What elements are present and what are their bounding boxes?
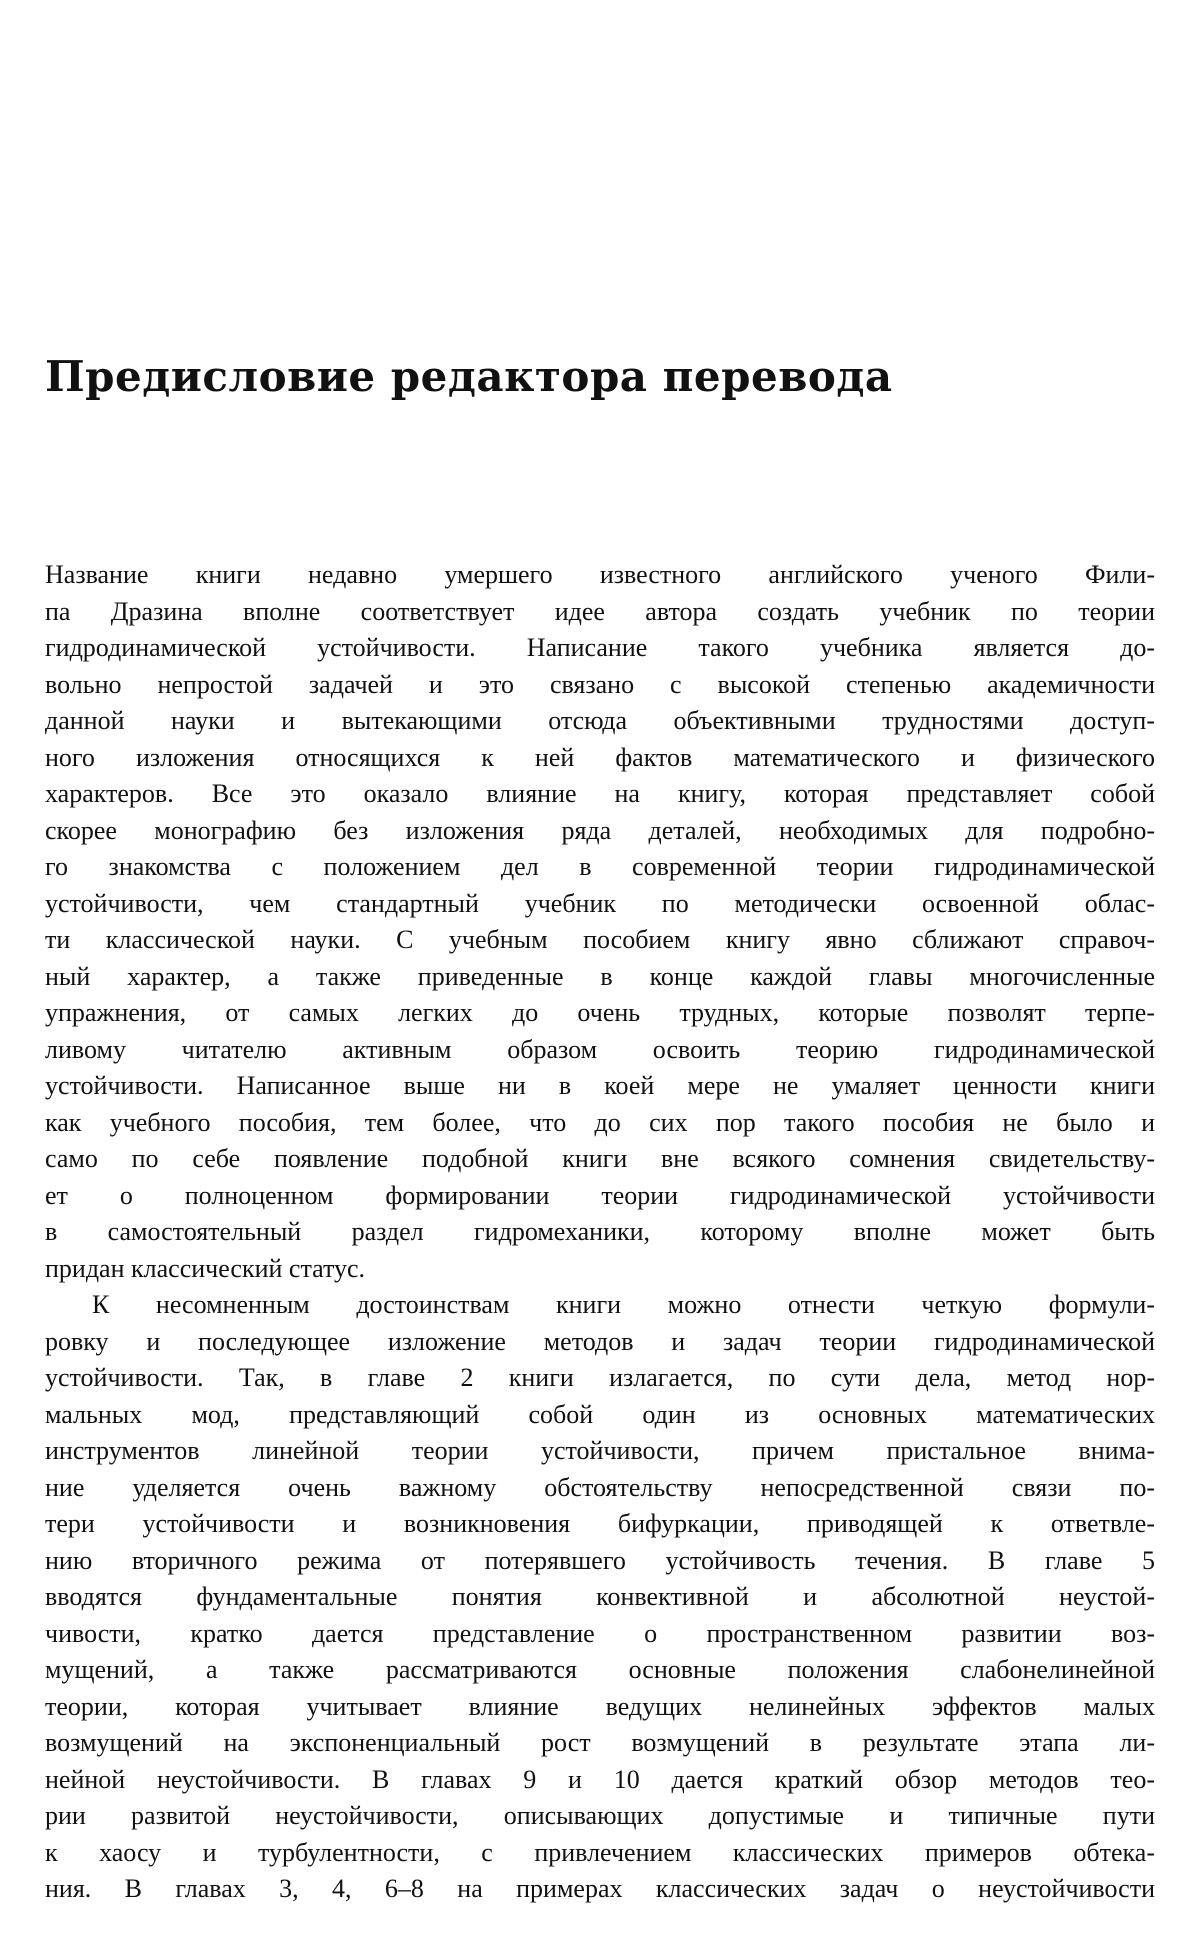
- text-line: само по себе появление подобной книги вне всякого сомнения свидетельству-: [45, 1144, 1155, 1173]
- text-line: ного изложения относящихся к ней фактов математического и физического: [45, 742, 1155, 772]
- text-line: устойчивости. Так, в главе 2 книги излагается, по сути дела, метод нор-: [45, 1363, 1155, 1392]
- text-line: характеров. Все это оказало влияние на книгу, которая представляет собой: [45, 779, 1155, 808]
- text-line: го знакомства с положением дел в современной теории гидродинамической: [45, 852, 1155, 881]
- text-line: возмущений на экспоненциальный рост возмущений в результате этапа ли-: [45, 1728, 1155, 1757]
- text-line: как учебного пособия, тем более, что до сих пор такого пособия не было и: [45, 1107, 1155, 1137]
- paragraph: [45, 557, 1155, 1287]
- text-line: скорее монографию без изложения ряда деталей, необходимых для подробно-: [45, 815, 1155, 845]
- text-line: к хаосу и турбулентности, с привлечением классических примеров обтека-: [45, 1837, 1155, 1867]
- text-line: инструментов линейной теории устойчивости, причем пристальное внима-: [45, 1436, 1155, 1465]
- text-line: вводятся фундаментальные понятия конвективной и абсолютной неустой-: [45, 1582, 1155, 1611]
- paragraph: [45, 1287, 1155, 1908]
- text-line: рии развитой неустойчивости, описывающих допустимые и типичные пути: [45, 1801, 1155, 1830]
- text-line: гидродинамической устойчивости. Написание такого учебника является до-: [45, 633, 1155, 662]
- text-line: ровку и последующее изложение методов и задач теории гидродинамической: [45, 1326, 1155, 1356]
- text-line: ет о полноценном формировании теории гидродинамической устойчивости: [45, 1180, 1155, 1210]
- text-line: устойчивости. Написанное выше ни в коей мере не умаляет ценности книги: [45, 1071, 1155, 1100]
- text-line: па Дразина вполне соответствует идее автора создать учебник по теории: [45, 596, 1155, 626]
- text-line: чивости, кратко дается представление о пространственном развитии воз-: [45, 1618, 1155, 1648]
- text-line: данной науки и вытекающими отсюда объективными трудностями доступ-: [45, 706, 1155, 735]
- chapter-title: Предисловие редактора перевода: [45, 352, 893, 401]
- text-line: ливому читателю активным образом освоить теорию гидродинамической: [45, 1034, 1155, 1064]
- text-line: придан классический статус.: [45, 1253, 366, 1283]
- text-line: мальных мод, представляющий собой один из основных математических: [45, 1399, 1155, 1429]
- text-line: Название книги недавно умершего известного английского ученого Фили-: [45, 560, 1155, 589]
- text-line: теории, которая учитывает влияние ведущих нелинейных эффектов малых: [45, 1691, 1155, 1721]
- text-line: ти классической науки. С учебным пособием книгу явно сближают справоч-: [45, 925, 1155, 954]
- text-line: ния. В главах 3, 4, 6–8 на примерах классических задач о неустойчивости: [45, 1874, 1155, 1903]
- text-line: упражнения, от самых легких до очень трудных, которые позволят терпе-: [45, 998, 1155, 1027]
- text-line: тери устойчивости и возникновения бифуркации, приводящей к ответвле-: [45, 1509, 1155, 1538]
- text-line: вольно непростой задачей и это связано с высокой степенью академичности: [45, 669, 1155, 699]
- text-line: мущений, а также рассматриваются основные положения слабонелинейной: [45, 1655, 1155, 1684]
- body-text: [45, 557, 1155, 1908]
- text-line: ный характер, а также приведенные в конце каждой главы многочисленные: [45, 961, 1155, 991]
- text-line: нейной неустойчивости. В главах 9 и 10 дается краткий обзор методов тео-: [45, 1764, 1155, 1794]
- text-line: в самостоятельный раздел гидромеханики, которому вполне может быть: [45, 1217, 1155, 1246]
- text-line: нию вторичного режима от потерявшего устойчивость течения. В главе 5: [45, 1545, 1155, 1575]
- text-line: устойчивости, чем стандартный учебник по методически освоенной облас-: [45, 888, 1155, 918]
- text-line: ние уделяется очень важному обстоятельству непосредственной связи по-: [45, 1472, 1155, 1502]
- text-line: К несомненным достоинствам книги можно отнести четкую формули-: [92, 1290, 1155, 1319]
